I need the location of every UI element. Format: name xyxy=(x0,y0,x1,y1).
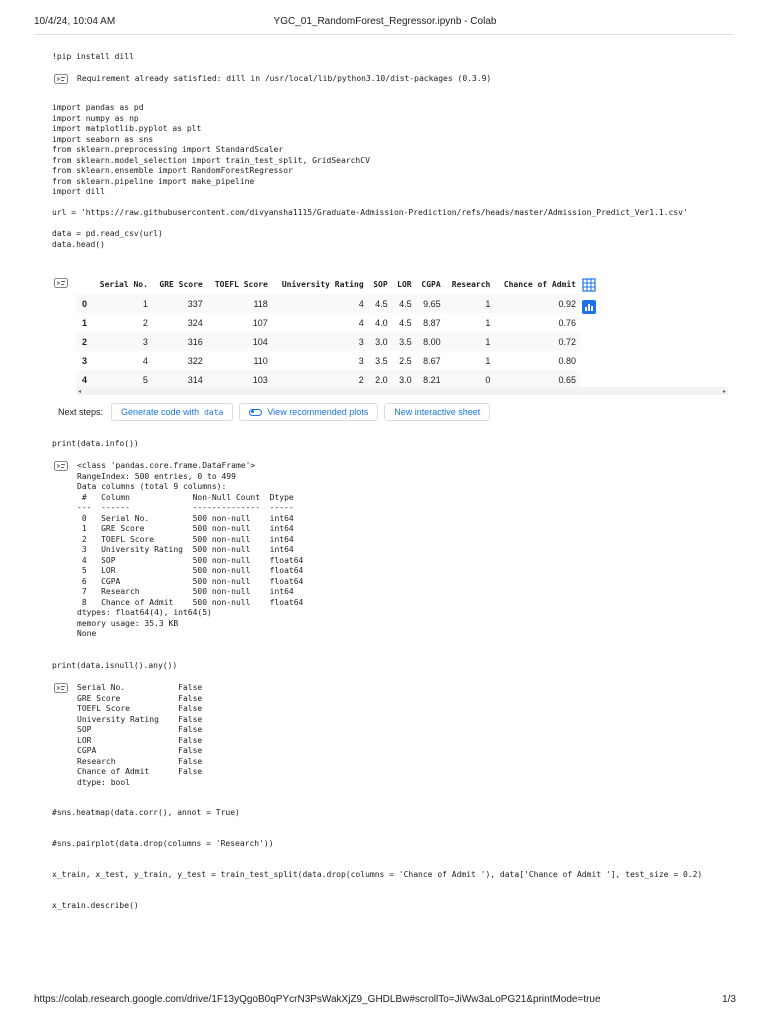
table-cell: 3 xyxy=(358,355,364,366)
table-cell: 8.67 xyxy=(423,355,441,366)
table-cell: 1 xyxy=(445,332,495,351)
column-header: SOP xyxy=(373,279,388,289)
row-index: 3 xyxy=(82,355,88,366)
table-cell: 2.5 xyxy=(399,355,412,366)
code-cell-imports[interactable]: import pandas as pd import numpy as np import matplotlib.pyplot as plt import seaborn as sns from sklearn.preprocessing import StandardScaler from sklearn.model_selection import train_test_split, GridSearchCV from sklearn.ensemble import RandomForestRegressor from sklearn.pipeline import make_pipeline import dill url = 'https://raw.githubusercontent.com/divyansha1115/Graduate-Admission-Prediction/refs/heads/master/Admission_Predict_Ver1.1.csv' data = pd.read_csv(url) data.head() xyxy=(52,103,688,249)
interactive-sheet-label: New interactive sheet xyxy=(394,407,481,417)
table-cell: 2.0 xyxy=(368,370,392,389)
row-index: 0 xyxy=(76,294,92,313)
row-index: 4 xyxy=(76,370,92,389)
code-cell-info[interactable]: print(data.info()) xyxy=(52,439,139,448)
table-cell: 3.5 xyxy=(375,355,388,366)
table-cell: 3.0 xyxy=(368,332,392,351)
column-header: Research xyxy=(451,279,491,289)
code-cell-pairplot[interactable]: #sns.pairplot(data.drop(columns = 'Research')) xyxy=(52,839,274,848)
table-cell: 0.80 xyxy=(558,355,576,366)
column-header: TOEFL Score xyxy=(214,279,268,289)
print-datetime: 10/4/24, 10:04 AM xyxy=(34,16,116,27)
table-icon[interactable] xyxy=(582,278,596,292)
table-cell: 0.72 xyxy=(494,332,580,351)
code-cell-split[interactable]: x_train, x_test, y_train, y_test = train_test_split(data.drop(columns = 'Chance of Admit '), data['Chance of Admit '], test_size = 0.2) xyxy=(52,870,703,879)
table-cell: 4.5 xyxy=(392,294,416,313)
scroll-right-icon[interactable]: ▸ xyxy=(722,389,726,395)
table-cell: 4.5 xyxy=(399,317,412,328)
code-cell-describe[interactable]: x_train.describe() xyxy=(52,901,139,910)
table-cell: 4.0 xyxy=(375,317,388,328)
table-row xyxy=(76,332,580,351)
dataframe-output xyxy=(76,276,580,389)
output-toggle-icon[interactable] xyxy=(54,278,68,288)
print-url: https://colab.research.google.com/drive/1F13yQgoB0qPYcrN3PsWakXjZ9_GHDLBw#scrollTo=JiWw3aLoPG21&printMode=true xyxy=(34,994,601,1005)
horizontal-scrollbar[interactable] xyxy=(76,387,728,395)
table-cell: 1 xyxy=(445,294,495,313)
table-cell: 1 xyxy=(485,317,491,328)
table-cell: 316 xyxy=(152,332,207,351)
table-cell: 314 xyxy=(152,370,207,389)
print-footer xyxy=(34,994,736,1010)
table-row xyxy=(76,351,580,370)
table-cell: 0 xyxy=(445,370,495,389)
column-header: University Rating xyxy=(281,279,364,289)
table-cell: 107 xyxy=(252,317,268,328)
output-toggle-icon[interactable] xyxy=(54,461,68,471)
table-cell: 4.5 xyxy=(368,294,392,313)
next-steps-label: Next steps: xyxy=(58,407,104,417)
column-header: Chance of Admit xyxy=(503,279,576,289)
row-index: 1 xyxy=(82,317,88,328)
column-header: Serial No. xyxy=(99,279,148,289)
code-cell-heatmap[interactable]: #sns.heatmap(data.corr(), annot = True) xyxy=(52,808,240,817)
header-divider xyxy=(34,34,734,35)
dataframe-table xyxy=(76,276,580,389)
table-cell: 3 xyxy=(92,332,152,351)
pip-output: Requirement already satisfied: dill in /usr/local/lib/python3.10/dist-packages (0.3.9) xyxy=(77,74,492,83)
view-recommended-plots-button[interactable] xyxy=(239,403,378,421)
chart-icon[interactable] xyxy=(582,300,596,314)
info-output: <class 'pandas.core.frame.DataFrame'> RangeIndex: 500 entries, 0 to 499 Data columns (total 9 columns): # Column Non-Null Count Dtype --- ------ -------------- ----- 0 Serial No. 500 non-null int64 1 GRE Score 500 non-null int64 2 TOEFL Score 500 non-null int64 3 University Rating 500 non-null int64 4 SOP 500 non-null float64 5 LOR 500 non-null float64 6 CGPA 500 non-null float64 7 Research 500 non-null int64 8 Chance of Admit 500 non-null float64 dtypes: float64(4), int64(5) memory usage: 35.3 KB None xyxy=(77,461,304,638)
output-toggle-icon[interactable] xyxy=(54,74,68,84)
table-cell: 4 xyxy=(142,355,148,366)
table-cell: 4 xyxy=(358,317,364,328)
table-row xyxy=(76,313,580,332)
table-cell: 1 xyxy=(485,355,491,366)
table-cell: 8.21 xyxy=(416,370,445,389)
table-cell: 0.65 xyxy=(494,370,580,389)
generate-code-label: Generate code with xyxy=(121,407,200,417)
table-cell: 2 xyxy=(142,317,148,328)
table-cell: 3.0 xyxy=(392,370,416,389)
table-cell: 324 xyxy=(187,317,203,328)
table-cell: 1 xyxy=(92,294,152,313)
table-cell: 8.87 xyxy=(423,317,441,328)
table-cell: 104 xyxy=(207,332,272,351)
print-header xyxy=(34,16,736,36)
column-header: LOR xyxy=(397,279,412,289)
next-steps-bar xyxy=(58,402,490,422)
column-header: CGPA xyxy=(421,279,441,289)
table-cell: 118 xyxy=(207,294,272,313)
scroll-left-icon[interactable]: ◂ xyxy=(78,389,82,395)
table-cell: 0.76 xyxy=(558,317,576,328)
column-header: GRE Score xyxy=(159,279,203,289)
table-cell: 3 xyxy=(272,332,368,351)
new-interactive-sheet-button[interactable] xyxy=(384,403,490,421)
table-cell: 9.65 xyxy=(416,294,445,313)
table-cell: 0.92 xyxy=(494,294,580,313)
table-cell: 322 xyxy=(187,355,203,366)
table-cell: 3.5 xyxy=(392,332,416,351)
generate-code-button[interactable] xyxy=(111,403,233,421)
code-cell-pip[interactable]: !pip install dill xyxy=(52,52,134,61)
dataframe-header-row xyxy=(76,276,580,294)
page-number: 1/3 xyxy=(722,994,736,1005)
generate-code-var: data xyxy=(204,407,224,417)
table-cell: 337 xyxy=(152,294,207,313)
table-cell: 8.00 xyxy=(416,332,445,351)
table-row xyxy=(76,294,580,313)
table-cell: 4 xyxy=(272,294,368,313)
table-cell: 2 xyxy=(272,370,368,389)
print-title: YGC_01_RandomForest_Regressor.ipynb - Colab xyxy=(273,16,497,27)
table-cell: 5 xyxy=(92,370,152,389)
recommended-plots-label: View recommended plots xyxy=(267,407,369,417)
isnull-output: Serial No. False GRE Score False TOEFL Score False University Rating False SOP False LOR False CGPA False Research False Chance of Admit False dtype: bool xyxy=(77,683,203,787)
row-index: 2 xyxy=(76,332,92,351)
table-cell: 110 xyxy=(253,355,268,366)
table-cell: 103 xyxy=(207,370,272,389)
code-cell-isnull[interactable]: print(data.isnull().any()) xyxy=(52,661,178,670)
column-header xyxy=(76,276,92,294)
toggle-icon xyxy=(249,409,262,416)
output-toggle-icon[interactable] xyxy=(54,683,68,693)
